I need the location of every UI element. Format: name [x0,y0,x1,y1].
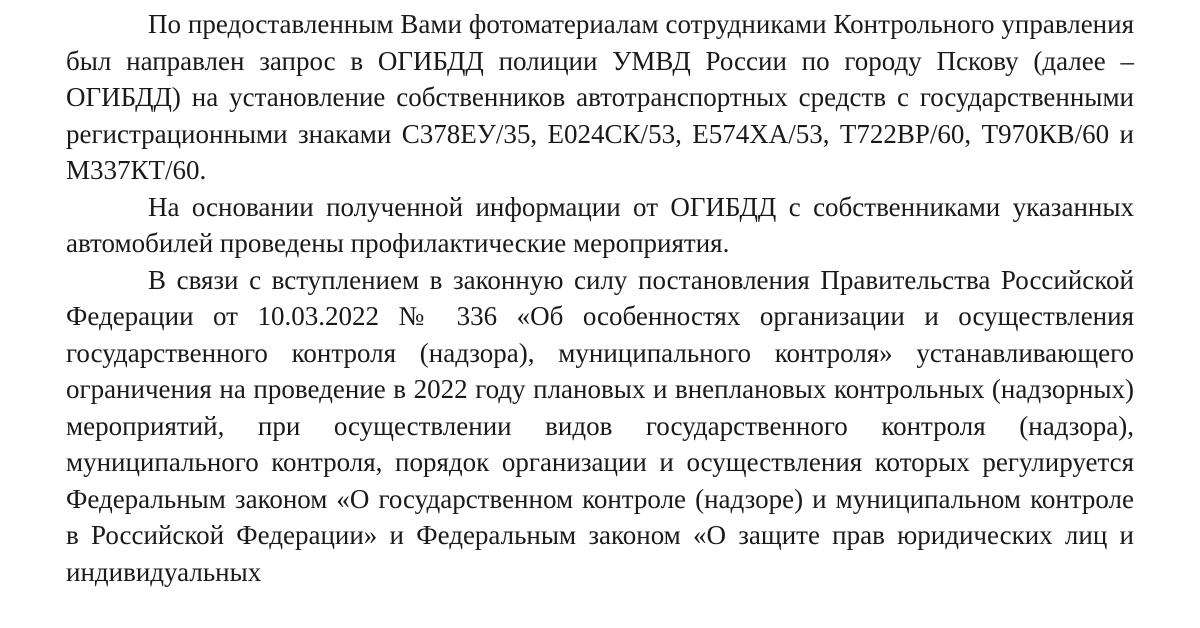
paragraph-photo-request: По предоставленным Вами фотоматериалам сотрудниками Контрольного управления был направлен запрос в ОГИБДД полиции УМВД России по городу Пскову (далее – ОГИБДД) на установление собственников автотранспортных средств с государственными регистрационными знаками С378ЕУ/35, Е024СК/53, Е574ХА/53, Т722ВР/60, Т970КВ/60 и М337КТ/60. [66,9,1134,185]
document-body [66,6,1134,590]
paragraph-government-decree: В связи с вступлением в законную силу постановления Правительства Российской Федерации от 10.03.2022 № 336 «Об особенностях организации и осуществления государственного контроля (надзора), муниципального контроля» устанавливающего ограничения на проведение в 2022 году плановых и внеплановых контрольных (надзорных) мероприятий, при осуществлении видов государственного контроля (надзора), муниципального контроля, порядок организации и осуществления которых регулируется Федеральным законом «О государственном контроле (надзоре) и муниципальном контроле в Российской Федерации» и Федеральным законом «О защите прав юридических лиц и индивидуальных [66,264,1134,587]
paragraph-preventive-measures: На основании полученной информации от ОГИБДД с собственниками указанных автомобилей проведены профилактические мероприятия. [66,191,1134,258]
